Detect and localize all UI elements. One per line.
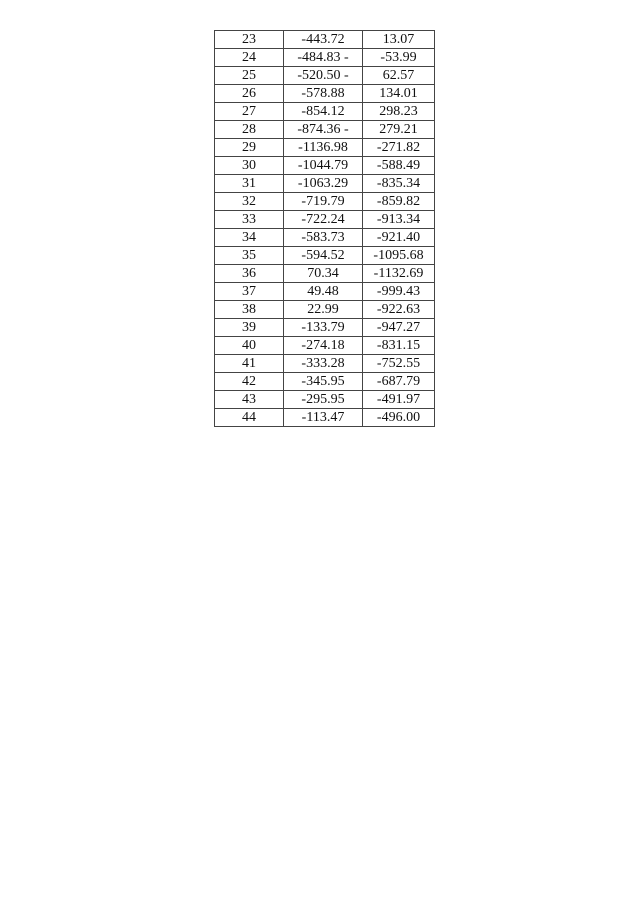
y-value-cell: -921.40: [363, 229, 435, 247]
x-value-cell: -274.18: [284, 337, 363, 355]
row-index-cell: 27: [215, 103, 284, 121]
y-value-cell: -835.34: [363, 175, 435, 193]
row-index-cell: 44: [215, 409, 284, 427]
x-value-cell: 49.48: [284, 283, 363, 301]
row-index-cell: 30: [215, 157, 284, 175]
x-value-cell: -719.79: [284, 193, 363, 211]
x-value-cell: -1063.29: [284, 175, 363, 193]
row-index-cell: 42: [215, 373, 284, 391]
row-index-cell: 31: [215, 175, 284, 193]
y-value-cell: -831.15: [363, 337, 435, 355]
x-value-cell: -295.95: [284, 391, 363, 409]
x-value-cell: -854.12: [284, 103, 363, 121]
row-index-cell: 24: [215, 49, 284, 67]
x-value-cell: -594.52: [284, 247, 363, 265]
table-row: [215, 391, 435, 409]
x-value-cell: -578.88: [284, 85, 363, 103]
table-row: [215, 103, 435, 121]
table-row: [215, 67, 435, 85]
table-row: [215, 301, 435, 319]
y-value-cell: -999.43: [363, 283, 435, 301]
y-value-cell: -1095.68: [363, 247, 435, 265]
row-index-cell: 33: [215, 211, 284, 229]
table-row: [215, 157, 435, 175]
row-index-cell: 38: [215, 301, 284, 319]
row-index-cell: 40: [215, 337, 284, 355]
y-value-cell: 13.07: [363, 31, 435, 49]
row-index-cell: 32: [215, 193, 284, 211]
x-value-cell: -133.79: [284, 319, 363, 337]
row-index-cell: 34: [215, 229, 284, 247]
y-value-cell: -491.97: [363, 391, 435, 409]
y-value-cell: -1132.69: [363, 265, 435, 283]
y-value-cell: -496.00: [363, 409, 435, 427]
table-row: [215, 337, 435, 355]
y-value-cell: -53.99: [363, 49, 435, 67]
row-index-cell: 25: [215, 67, 284, 85]
y-value-cell: 62.57: [363, 67, 435, 85]
y-value-cell: 134.01: [363, 85, 435, 103]
table-row: [215, 373, 435, 391]
table-row: [215, 85, 435, 103]
x-value-cell: -443.72: [284, 31, 363, 49]
x-value-cell: 70.34: [284, 265, 363, 283]
table-row: [215, 193, 435, 211]
table-row: [215, 175, 435, 193]
y-value-cell: -588.49: [363, 157, 435, 175]
row-index-cell: 39: [215, 319, 284, 337]
row-index-cell: 41: [215, 355, 284, 373]
x-value-cell: -484.83 -: [284, 49, 363, 67]
row-index-cell: 29: [215, 139, 284, 157]
x-value-cell: 22.99: [284, 301, 363, 319]
table-row: [215, 319, 435, 337]
x-value-cell: -1136.98: [284, 139, 363, 157]
y-value-cell: -859.82: [363, 193, 435, 211]
data-table: [214, 30, 435, 427]
y-value-cell: -752.55: [363, 355, 435, 373]
table-row: [215, 229, 435, 247]
y-value-cell: 279.21: [363, 121, 435, 139]
x-value-cell: -520.50 -: [284, 67, 363, 85]
table-body: [215, 31, 435, 427]
y-value-cell: -687.79: [363, 373, 435, 391]
table-row: [215, 31, 435, 49]
row-index-cell: 35: [215, 247, 284, 265]
x-value-cell: -722.24: [284, 211, 363, 229]
y-value-cell: -947.27: [363, 319, 435, 337]
y-value-cell: -271.82: [363, 139, 435, 157]
table-row: [215, 265, 435, 283]
table-row: [215, 409, 435, 427]
table-row: [215, 49, 435, 67]
y-value-cell: 298.23: [363, 103, 435, 121]
table-row: [215, 355, 435, 373]
table-row: [215, 139, 435, 157]
table-row: [215, 247, 435, 265]
row-index-cell: 23: [215, 31, 284, 49]
table-row: [215, 283, 435, 301]
table-row: [215, 121, 435, 139]
x-value-cell: -874.36 -: [284, 121, 363, 139]
row-index-cell: 26: [215, 85, 284, 103]
y-value-cell: -922.63: [363, 301, 435, 319]
y-value-cell: -913.34: [363, 211, 435, 229]
x-value-cell: -1044.79: [284, 157, 363, 175]
row-index-cell: 28: [215, 121, 284, 139]
x-value-cell: -113.47: [284, 409, 363, 427]
table-row: [215, 211, 435, 229]
x-value-cell: -583.73: [284, 229, 363, 247]
x-value-cell: -345.95: [284, 373, 363, 391]
row-index-cell: 43: [215, 391, 284, 409]
x-value-cell: -333.28: [284, 355, 363, 373]
row-index-cell: 37: [215, 283, 284, 301]
row-index-cell: 36: [215, 265, 284, 283]
